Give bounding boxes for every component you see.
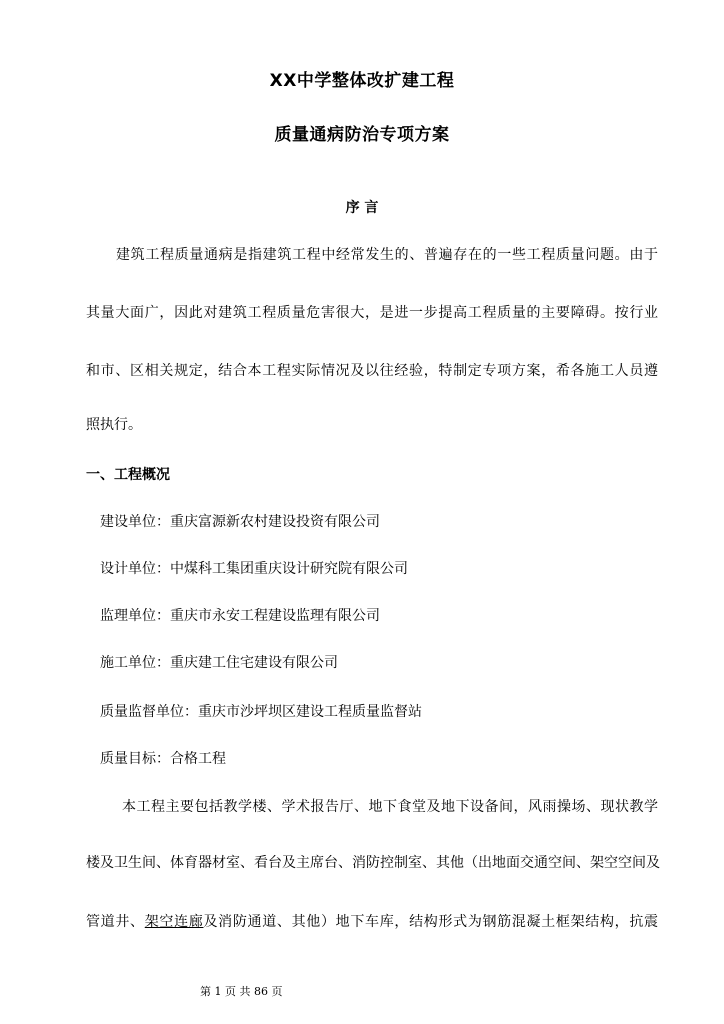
page-footer: 第 1 页 共 86 页 (200, 985, 283, 998)
scope-line-2: 楼及卫生间、体育器材室、看台及主席台、消防控制室、其他（出地面交通空间、架空空间及 (86, 855, 660, 871)
scope-line-1: 本工程主要包括教学楼、学术报告厅、地下食堂及地下设备间，风雨操场、现状教学 (122, 799, 658, 815)
preface-line-2: 其量大面广，因此对建筑工程质量危害很大，是进一步提高工程质量的主要障碍。按行业 (86, 305, 658, 321)
info-contractor-unit: 施工单位：重庆建工住宅建设有限公司 (100, 655, 338, 671)
info-design-unit: 设计单位：中煤科工集团重庆设计研究院有限公司 (100, 561, 408, 577)
scope-line-3-underlined: 架空连廊 (144, 914, 204, 930)
info-quality-target: 质量目标：合格工程 (100, 751, 226, 767)
scope-line-3 (86, 911, 658, 931)
document-subtitle: 质量通病防治专项方案 (274, 125, 450, 145)
section-heading-overview: 一、工程概况 (86, 467, 170, 483)
preface-line-4: 照执行。 (86, 417, 142, 433)
document-title: XX中学整体改扩建工程 (269, 71, 455, 91)
scope-line-3-start: 管道井、 (86, 914, 145, 930)
preface-heading: 序 言 (345, 200, 379, 216)
info-supervision-unit: 监理单位：重庆市永安工程建设监理有限公司 (100, 608, 380, 624)
preface-line-3: 和市、区相关规定，结合本工程实际情况及以往经验，特制定专项方案，希各施工人员遵 (86, 363, 658, 379)
info-construction-unit: 建设单位：重庆富源新农村建设投资有限公司 (100, 514, 380, 530)
info-quality-supervision-unit: 质量监督单位：重庆市沙坪坝区建设工程质量监督站 (100, 704, 422, 720)
scope-line-3-end: 及消防通道、其他）地下车库，结构形式为钢筋混凝土框架结构，抗震 (203, 914, 659, 930)
preface-line-1: 建筑工程质量通病是指建筑工程中经常发生的、普遍存在的一些工程质量问题。由于 (116, 247, 658, 263)
